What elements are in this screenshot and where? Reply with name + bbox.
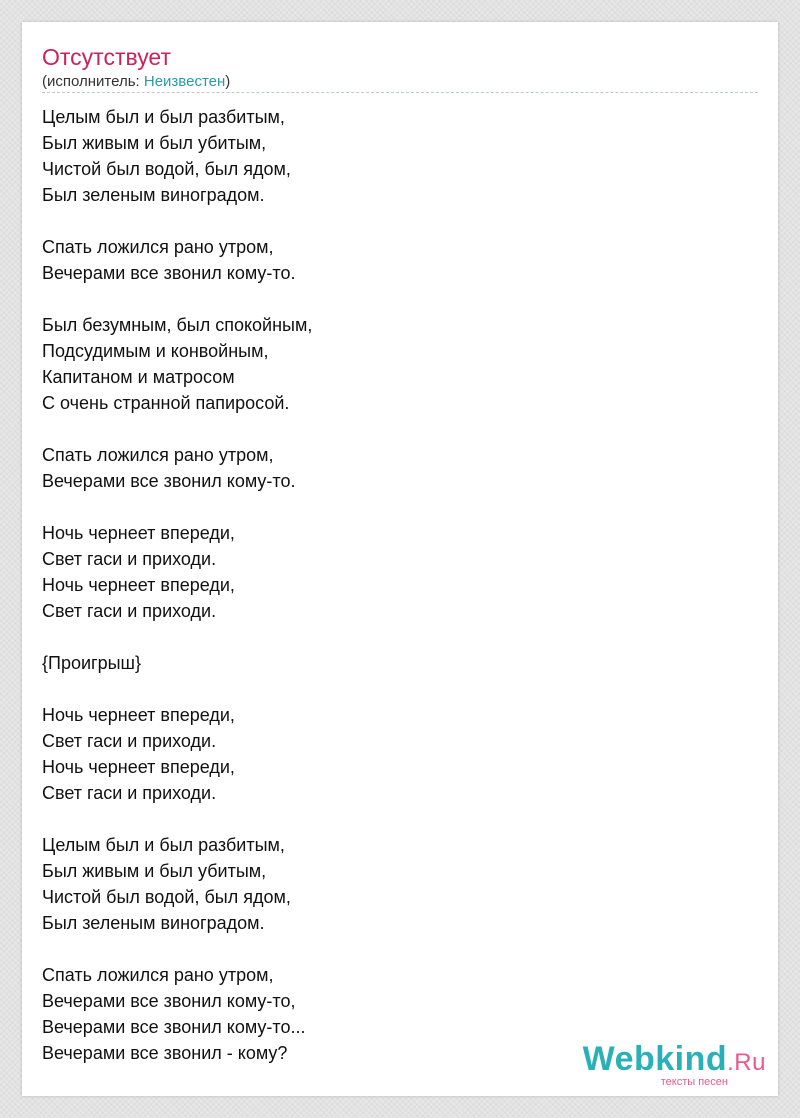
lyric-line: Ночь чернеет впереди, — [42, 575, 235, 595]
lyrics-stanza — [42, 312, 742, 416]
lyrics-sheet — [22, 22, 778, 1096]
lyric-line: Спать ложился рано утром, — [42, 965, 274, 985]
lyric-line: Свет гаси и приходи. — [42, 601, 217, 621]
lyric-line: Вечерами все звонил кому-то, — [42, 991, 296, 1011]
lyric-line: Свет гаси и приходи. — [42, 549, 217, 569]
header-divider — [42, 92, 758, 93]
lyric-line: Ночь чернеет впереди, — [42, 523, 235, 543]
lyric-line: Ночь чернеет впереди, — [42, 757, 235, 777]
artist-prefix: (исполнитель: — [42, 73, 144, 90]
lyric-line: {Проигрыш} — [42, 653, 141, 673]
lyric-line: С очень странной папиросой. — [42, 393, 290, 413]
lyric-line: Свет гаси и приходи. — [42, 731, 217, 751]
song-title: Отсутствует — [42, 44, 171, 70]
artist-link[interactable]: Неизвестен — [143, 73, 226, 90]
logo-name: Webkind — [582, 1040, 728, 1078]
lyric-line: Был зеленым виноградом. — [42, 185, 265, 205]
lyric-line: Спать ложился рано утром, — [42, 237, 274, 257]
lyrics-stanza — [42, 650, 742, 676]
lyric-line: Был зеленым виноградом. — [42, 913, 265, 933]
webkind-logo[interactable] — [572, 1040, 772, 1090]
lyric-line: Свет гаси и приходи. — [42, 783, 217, 803]
logo-tld: .Ru — [727, 1049, 766, 1076]
lyric-line: Вечерами все звонил кому-то. — [42, 471, 296, 491]
lyric-line: Был живым и был убитым, — [42, 133, 267, 153]
lyric-line: Капитаном и матросом — [42, 367, 235, 387]
logo-tagline: тексты песен — [660, 1076, 728, 1088]
lyric-line: Был безумным, был спокойным, — [42, 315, 313, 335]
lyric-line: Целым был и был разбитым, — [42, 835, 285, 855]
lyrics-stanza — [42, 104, 742, 208]
lyric-line: Был живым и был убитым, — [42, 861, 267, 881]
lyric-line: Чистой был водой, был ядом, — [42, 159, 291, 179]
lyrics-stanza — [42, 702, 742, 806]
artist-line — [42, 73, 230, 91]
lyrics-stanza — [42, 832, 742, 936]
lyric-line: Ночь чернеет впереди, — [42, 705, 235, 725]
artist-suffix: ) — [225, 73, 231, 90]
lyrics-stanza — [42, 234, 742, 286]
lyric-line: Вечерами все звонил кому-то. — [42, 263, 296, 283]
lyric-line: Подсудимым и конвойным, — [42, 341, 269, 361]
lyrics-stanza — [42, 442, 742, 494]
lyrics-body — [42, 104, 742, 1092]
lyric-line: Вечерами все звонил - кому? — [42, 1043, 288, 1063]
lyric-line: Чистой был водой, был ядом, — [42, 887, 291, 907]
lyric-line: Спать ложился рано утром, — [42, 445, 274, 465]
lyric-line: Вечерами все звонил кому-то... — [42, 1017, 306, 1037]
lyric-line: Целым был и был разбитым, — [42, 107, 285, 127]
lyrics-stanza — [42, 520, 742, 624]
